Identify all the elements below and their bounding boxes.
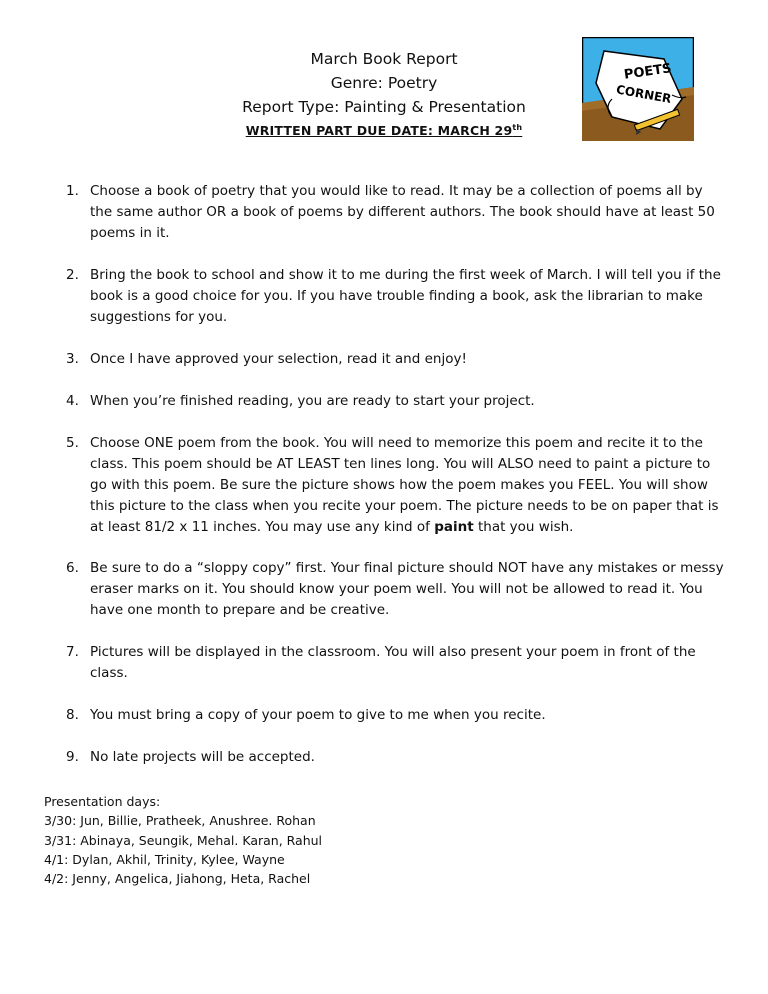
report-title: March Book Report xyxy=(310,50,458,68)
item-text: Once I have approved your selection, read it and enjoy! xyxy=(90,351,467,367)
item-text: Choose a book of poetry that you would like to read. It may be a collection of poems all by the same author OR a book of poems by different authors. The book should have at least 50 poems in it. xyxy=(90,183,715,241)
list-item xyxy=(63,391,728,412)
due-date xyxy=(200,119,568,140)
logo-text-poets: POETS xyxy=(623,61,673,83)
due-date-text: WRITTEN PART DUE DATE: MARCH 29 xyxy=(245,123,513,139)
instructions-list xyxy=(63,181,728,789)
item-number: 5. xyxy=(66,435,79,451)
report-header xyxy=(200,47,568,140)
item-number: 6. xyxy=(66,560,79,576)
item-number: 1. xyxy=(66,183,79,199)
item-number: 4. xyxy=(66,393,79,409)
item-text: When you’re finished reading, you are ready to start your project. xyxy=(90,393,535,409)
list-item xyxy=(63,558,728,621)
list-item xyxy=(63,181,728,244)
item-text-part: that you wish. xyxy=(473,519,574,535)
item-text: Be sure to do a “sloppy copy” first. Your final picture should NOT have any mistakes or messy eraser marks on it. You should know your poem well. You will not be allowed to read it. You have one month to prepare and be creative. xyxy=(90,560,724,618)
list-item xyxy=(63,349,728,370)
item-text-part: Choose ONE poem from the book. You will need to memorize this poem and recite it to the class. This poem should be AT LEAST ten lines long. You will ALSO need to paint a picture to go with this poem. Be sure the picture shows how the poem makes you FEEL. You will show this picture to the class when you recite your poem. The picture needs to be on paper that is at least 81/2 x 11 inches. You may use any kind of xyxy=(90,435,719,535)
paint-emphasis: paint xyxy=(434,519,474,535)
item-text: No late projects will be accepted. xyxy=(90,749,315,765)
presentation-day: 4/1: Dylan, Akhil, Trinity, Kylee, Wayne xyxy=(44,851,285,867)
list-item xyxy=(63,705,728,726)
item-number: 7. xyxy=(66,644,79,660)
item-number: 9. xyxy=(66,749,79,765)
item-text: You must bring a copy of your poem to give to me when you recite. xyxy=(90,707,546,723)
list-item xyxy=(63,747,728,768)
presentation-schedule xyxy=(44,792,424,888)
logo-text-corner: CORNER xyxy=(615,82,673,106)
item-number: 8. xyxy=(66,707,79,723)
list-item xyxy=(63,642,728,684)
list-item xyxy=(63,265,728,328)
item-text: Pictures will be displayed in the classroom. You will also present your poem in front of the class. xyxy=(90,644,696,681)
presentation-heading: Presentation days: xyxy=(44,794,161,809)
item-number: 3. xyxy=(66,351,79,367)
report-genre: Genre: Poetry xyxy=(330,74,438,92)
list-item xyxy=(63,433,728,538)
item-text xyxy=(90,433,728,538)
poets-corner-clipart-icon xyxy=(582,37,694,141)
item-number: 2. xyxy=(66,267,79,283)
item-text: Bring the book to school and show it to me during the first week of March. I will tell you if the book is a good choice for you. If you have trouble finding a book, ask the librarian to make suggestions for you. xyxy=(90,267,721,325)
presentation-day: 3/31: Abinaya, Seungik, Mehal. Karan, Rahul xyxy=(44,832,323,848)
report-type: Report Type: Painting & Presentation xyxy=(242,98,526,116)
due-date-suffix: th xyxy=(512,123,523,132)
presentation-day: 4/2: Jenny, Angelica, Jiahong, Heta, Rachel xyxy=(44,871,311,887)
presentation-day: 3/30: Jun, Billie, Pratheek, Anushree. Rohan xyxy=(44,813,316,829)
